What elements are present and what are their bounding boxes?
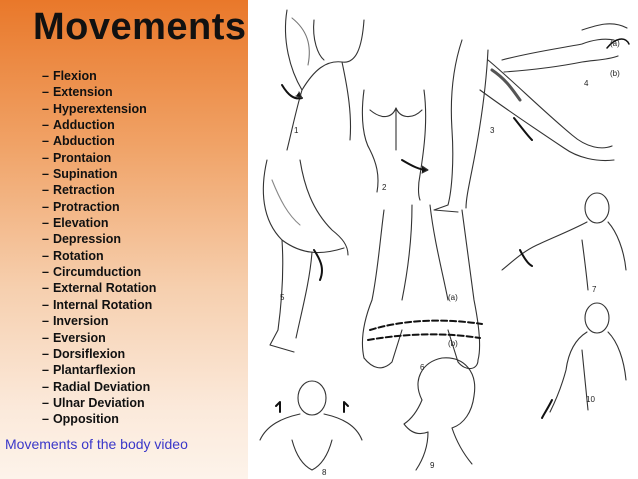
movement-label: Protraction: [52, 199, 120, 214]
list-dash: –: [42, 248, 49, 263]
movement-item: [42, 133, 156, 149]
movement-item: [42, 280, 156, 296]
figure-4-label-a: (a): [610, 39, 620, 48]
movement-label: Eversion: [52, 330, 106, 345]
list-dash: –: [42, 395, 49, 410]
movement-label: Opposition: [52, 412, 119, 427]
figure-number-4: 4: [584, 79, 589, 88]
movement-label: Extension: [52, 85, 113, 100]
movement-item: [42, 84, 156, 100]
movement-item: [42, 150, 156, 166]
movement-label: Depression: [52, 232, 122, 247]
movement-item: [42, 411, 156, 427]
figure-number-10: 10: [586, 395, 595, 404]
movement-item: [42, 231, 156, 247]
movement-label: Radial Deviation: [52, 379, 151, 394]
list-dash: –: [42, 69, 49, 83]
figure-number-2: 2: [382, 183, 387, 192]
movement-label: Adduction: [52, 118, 115, 133]
list-dash: –: [42, 412, 49, 427]
movement-label: Hyperextension: [52, 101, 147, 116]
movement-item: [42, 264, 156, 280]
list-dash: –: [42, 216, 49, 231]
movement-label: Inversion: [52, 314, 109, 329]
movement-label: Rotation: [52, 248, 104, 263]
movement-item: [42, 215, 156, 231]
movement-item: [42, 248, 156, 264]
list-dash: –: [42, 330, 49, 345]
slide-title: Movements: [33, 6, 247, 48]
movement-label: Supination: [52, 167, 118, 182]
list-dash: –: [42, 363, 49, 378]
movements-video-link[interactable]: Movements of the body video: [5, 436, 188, 452]
movement-item: [42, 346, 156, 362]
list-dash: –: [42, 281, 49, 296]
figure-number-6: 6: [420, 363, 425, 372]
movement-item: [42, 330, 156, 346]
figure-number-7: 7: [592, 285, 597, 294]
anatomy-illustration: [252, 0, 638, 479]
movement-item: [42, 68, 156, 84]
figure-number-1: 1: [294, 126, 299, 135]
figure-4-label-b: (b): [610, 69, 620, 78]
list-dash: –: [42, 167, 49, 182]
list-dash: –: [42, 150, 49, 165]
movement-label: Elevation: [52, 216, 109, 231]
movement-item: [42, 379, 156, 395]
figure-number-9: 9: [430, 461, 435, 470]
figure-6-label-b: (b): [448, 339, 458, 348]
body-movements-drawing: [252, 0, 638, 479]
list-dash: –: [42, 85, 49, 100]
list-dash: –: [42, 314, 49, 329]
movement-item: [42, 362, 156, 378]
movement-label: Retraction: [52, 183, 115, 198]
movement-item: [42, 166, 156, 182]
list-dash: –: [42, 101, 49, 116]
list-dash: –: [42, 134, 49, 149]
list-dash: –: [42, 265, 49, 280]
movement-item: [42, 182, 156, 198]
left-panel: [0, 0, 248, 479]
list-dash: –: [42, 379, 49, 394]
movement-label: Internal Rotation: [52, 297, 153, 312]
list-dash: –: [42, 346, 49, 361]
list-dash: –: [42, 232, 49, 247]
movement-label: External Rotation: [52, 281, 157, 296]
figure-number-3: 3: [490, 126, 495, 135]
list-dash: –: [42, 199, 49, 214]
movement-item: [42, 117, 156, 133]
movement-label: Dorsiflexion: [52, 346, 126, 361]
list-dash: –: [42, 183, 49, 198]
figure-6-label-a: (a): [448, 293, 458, 302]
movement-item: [42, 101, 156, 117]
figure-number-8: 8: [322, 468, 327, 477]
movement-label: Flexion: [52, 69, 97, 83]
list-dash: –: [42, 297, 49, 312]
movement-list: [42, 68, 156, 428]
list-dash: –: [42, 118, 49, 133]
movement-label: Abduction: [52, 134, 115, 149]
movement-item: [42, 297, 156, 313]
movement-item: [42, 395, 156, 411]
movement-label: Circumduction: [52, 265, 142, 280]
movement-item: [42, 313, 156, 329]
movement-item: [42, 199, 156, 215]
movement-label: Prontaion: [52, 150, 112, 165]
figure-number-5: 5: [280, 293, 285, 302]
movement-label: Plantarflexion: [52, 363, 136, 378]
movement-label: Ulnar Deviation: [52, 395, 145, 410]
